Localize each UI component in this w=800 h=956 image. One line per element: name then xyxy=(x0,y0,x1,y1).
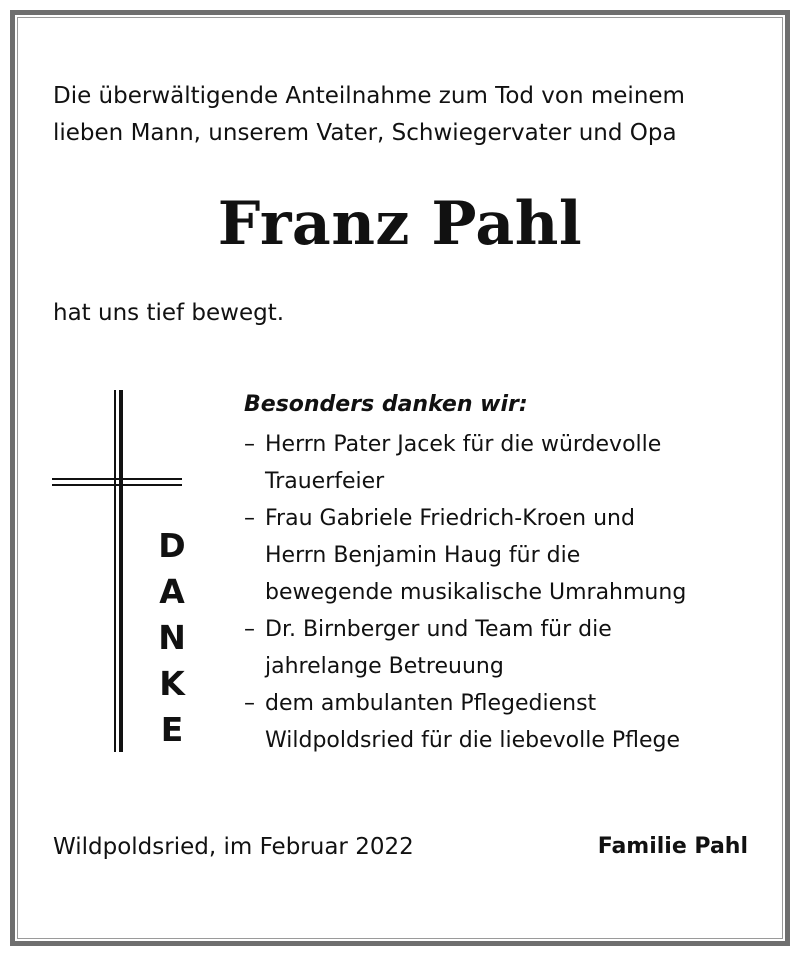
thanks-item-line: – Frau Gabriele Friedrich-Kroen und xyxy=(265,506,635,531)
thanks-item xyxy=(244,685,764,759)
thanks-item xyxy=(244,611,764,685)
danke-letter: A xyxy=(159,572,185,611)
thanks-item-line: Wildpoldsried für die liebevolle Pflege xyxy=(265,728,681,753)
thanks-item-line: Trauerfeier xyxy=(265,469,385,494)
thanks-heading: Besonders danken wir: xyxy=(244,392,528,417)
danke-letter: K xyxy=(159,664,185,703)
intro-line: lieben Mann, unserem Vater, Schwiegervater und Opa xyxy=(53,120,677,146)
cross-vertical-thick xyxy=(119,390,123,752)
danke-letter: E xyxy=(160,710,184,749)
deceased-name: Franz Pahl xyxy=(217,189,583,259)
cross-vertical-thin xyxy=(114,390,116,752)
intro-text xyxy=(53,78,753,152)
closing-line: hat uns tief bewegt. xyxy=(53,300,285,326)
intro-line: Die überwältigende Anteilnahme zum Tod von meinem xyxy=(53,83,685,109)
danke-letter: N xyxy=(158,618,186,657)
signature: Familie Pahl xyxy=(597,834,748,859)
thanks-section xyxy=(244,388,764,759)
danke-letter: D xyxy=(158,526,186,565)
place-date: Wildpoldsried, im Februar 2022 xyxy=(53,834,414,860)
thanks-list xyxy=(244,426,764,759)
thanks-item-line: – dem ambulanten Pflegedienst xyxy=(265,691,597,716)
thanks-item-line: bewegende musikalische Umrahmung xyxy=(265,580,687,605)
cross-horizontal-top xyxy=(52,478,182,480)
danke-vertical-word xyxy=(150,526,194,756)
thanks-item-line: – Dr. Birnberger und Team für die xyxy=(265,617,612,642)
thanks-item-line: jahrelange Betreuung xyxy=(265,654,504,679)
thanks-item-line: – Herrn Pater Jacek für die würdevolle xyxy=(265,432,662,457)
thanks-item xyxy=(244,500,764,611)
cross-horizontal-bottom xyxy=(52,484,182,486)
thanks-item-line: Herrn Benjamin Haug für die xyxy=(265,543,581,568)
thanks-item xyxy=(244,426,764,500)
